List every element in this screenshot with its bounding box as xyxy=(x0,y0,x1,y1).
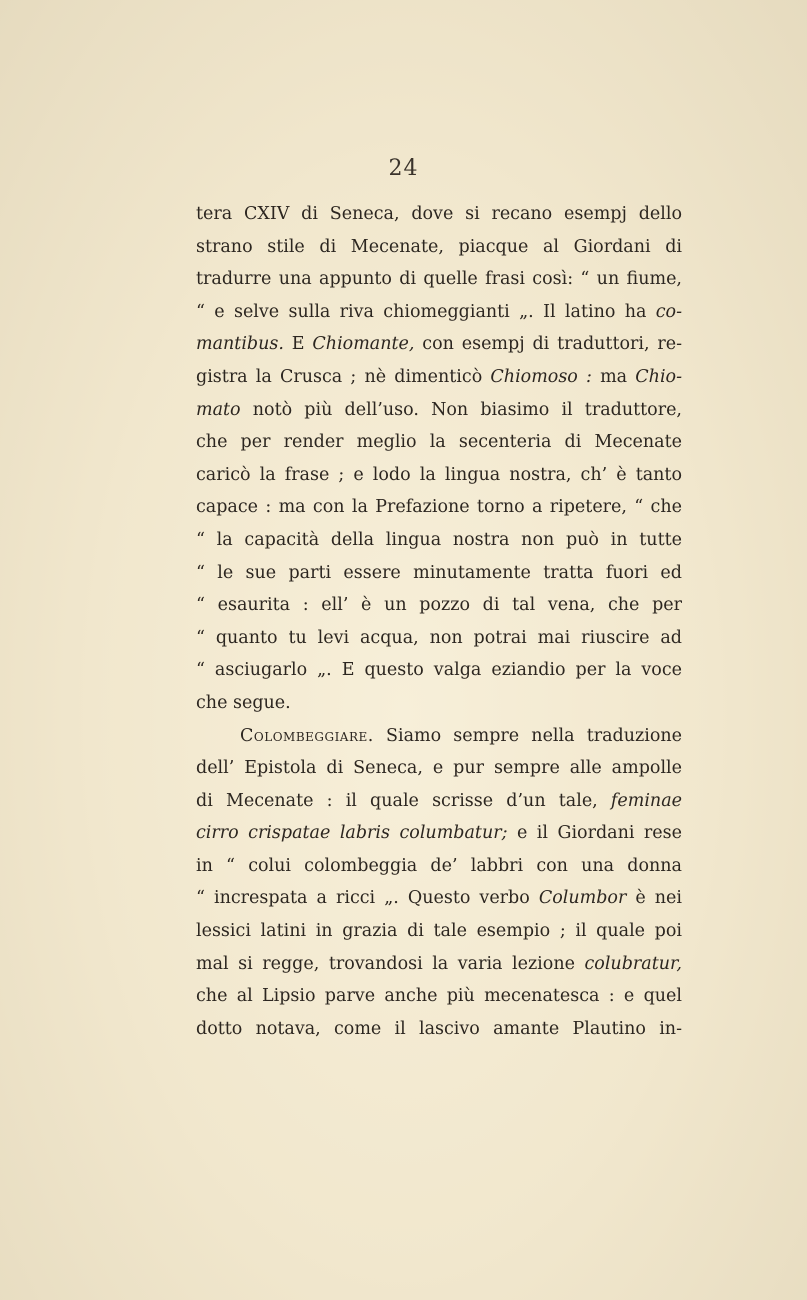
text-line-22: “ increspata a ricci „. Questo verbo Columbor è nei xyxy=(196,888,682,909)
text-line-8: che per render meglio la secenteria di Mecenate xyxy=(196,432,682,453)
text-line-26: dotto notava, come il lascivo amante Plautino in- xyxy=(196,1018,682,1039)
text-line-3: tradurre una appunto di quelle frasi così: “ un fiume, xyxy=(196,269,682,290)
text-line-18: dell’ Epistola di Seneca, e pur sempre alle ampolle xyxy=(196,758,682,779)
text-line-20: cirro crispatae labris columbatur; e il Giordani rese xyxy=(196,823,682,844)
text-line-5: mantibus. E Chiomante, con esempj di traduttori, re- xyxy=(196,334,682,355)
text-line-2: strano stile di Mecenate, piacque al Giordani di xyxy=(196,236,682,257)
text-line-11: “ la capacità della lingua nostra non può in tutte xyxy=(196,529,682,550)
text-line-9: caricò la frase ; e lodo la lingua nostra, ch’ è tanto xyxy=(196,464,682,485)
text-line-1: tera CXIV di Seneca, dove si recano esempj dello xyxy=(196,204,682,224)
text-line-21: in “ colui colombeggia de’ labbri con una donna xyxy=(196,855,682,876)
text-line-7: mato notò più dell’uso. Non biasimo il traduttore, xyxy=(196,399,682,420)
text-line-13: “ esaurita : ell’ è un pozzo di tal vena, che per xyxy=(196,595,682,616)
text-line-16: che segue. xyxy=(196,692,291,713)
text-line-6: gistra la Crusca ; nè dimenticò Chiomoso : ma Chio- xyxy=(196,366,682,387)
text-line-4: “ e selve sulla riva chiomeggianti „. Il latino ha co- xyxy=(196,301,682,322)
text-line-24: mal si regge, trovandosi la varia lezione colubratur, xyxy=(196,953,682,974)
text-line-23: lessici latini in grazia di tale esempio ; il quale poi xyxy=(196,921,682,942)
entry-headword: Colombeggiare. xyxy=(240,725,374,746)
text-line-19: di Mecenate : il quale scrisse d’un tale, feminae xyxy=(196,790,682,811)
body-text xyxy=(196,198,682,1045)
text-line-14: “ quanto tu levi acqua, non potrai mai riuscire ad xyxy=(196,627,682,648)
text-line-25: che al Lipsio parve anche più mecenatesca : e quel xyxy=(196,986,682,1007)
text-line-15: “ asciugarlo „. E questo valga eziandio per la voce xyxy=(196,660,682,681)
text-line-17: Colombeggiare. Siamo sempre nella traduzione xyxy=(240,725,682,746)
page-number: 24 xyxy=(388,156,419,181)
text-line-12: “ le sue parti essere minutamente tratta fuori ed xyxy=(196,562,682,583)
text-line-10: capace : ma con la Prefazione torno a ripetere, “ che xyxy=(196,497,682,518)
